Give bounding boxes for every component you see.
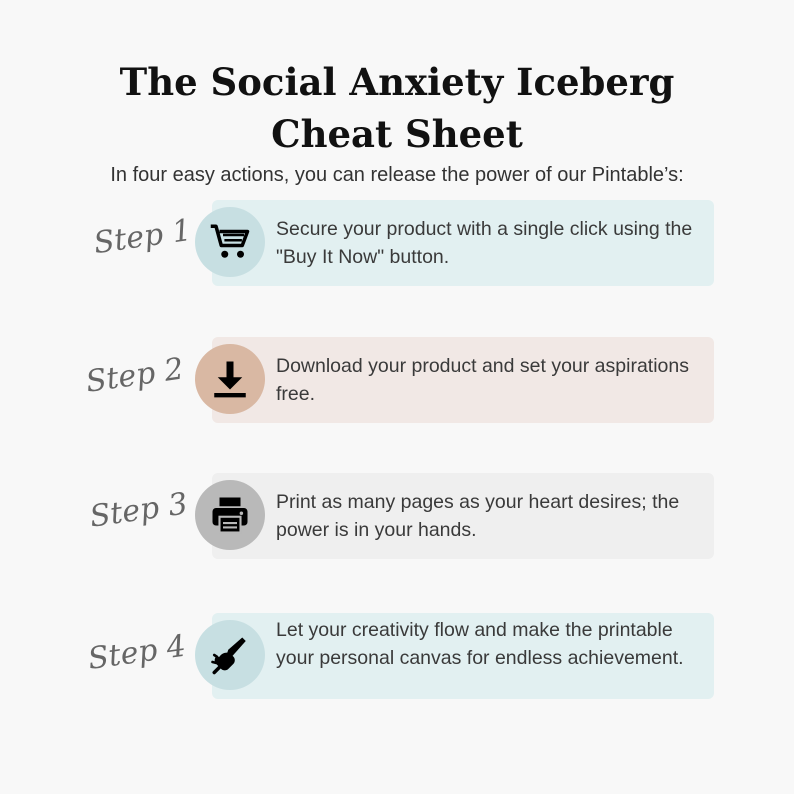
step-3-icon-badge — [195, 480, 265, 550]
step-1-text: Secure your product with a single click using the "Buy It Now" button. — [276, 218, 693, 268]
step-3 — [0, 473, 794, 563]
step-1-script-label — [72, 206, 192, 276]
step-2-text: Download your product and set your aspirations free. — [276, 355, 689, 405]
page-subtitle: In four easy actions, you can release the power of our Pintable’s: — [110, 164, 684, 186]
step-2-script-label — [76, 343, 196, 413]
step-1-icon-badge — [195, 207, 265, 277]
step-3-script-label — [72, 479, 192, 549]
shopping-cart-icon — [209, 221, 251, 263]
title-line-2: Cheat Sheet — [271, 112, 523, 156]
step-2 — [0, 337, 794, 427]
download-icon — [209, 358, 251, 400]
step-2-icon-badge — [195, 344, 265, 414]
svg-text:Step 1: Step 1 — [91, 212, 194, 262]
step-4-script-label — [72, 619, 192, 689]
title-line-1: The Social Anxiety Iceberg — [119, 60, 675, 104]
svg-text:Step 4: Step 4 — [85, 628, 189, 677]
hand-writing-icon — [209, 634, 251, 676]
step-1 — [0, 200, 794, 290]
step-4-text: Let your creativity flow and make the printable your personal canvas for endless achievement. — [276, 619, 684, 669]
page-title — [0, 56, 794, 160]
svg-text:Step 2: Step 2 — [83, 351, 186, 400]
step-4 — [0, 613, 794, 703]
printer-icon — [209, 494, 251, 536]
step-4-icon-badge — [195, 620, 265, 690]
step-3-text: Print as many pages as your heart desires; the power is in your hands. — [276, 491, 680, 541]
svg-text:Step 3: Step 3 — [87, 486, 190, 535]
